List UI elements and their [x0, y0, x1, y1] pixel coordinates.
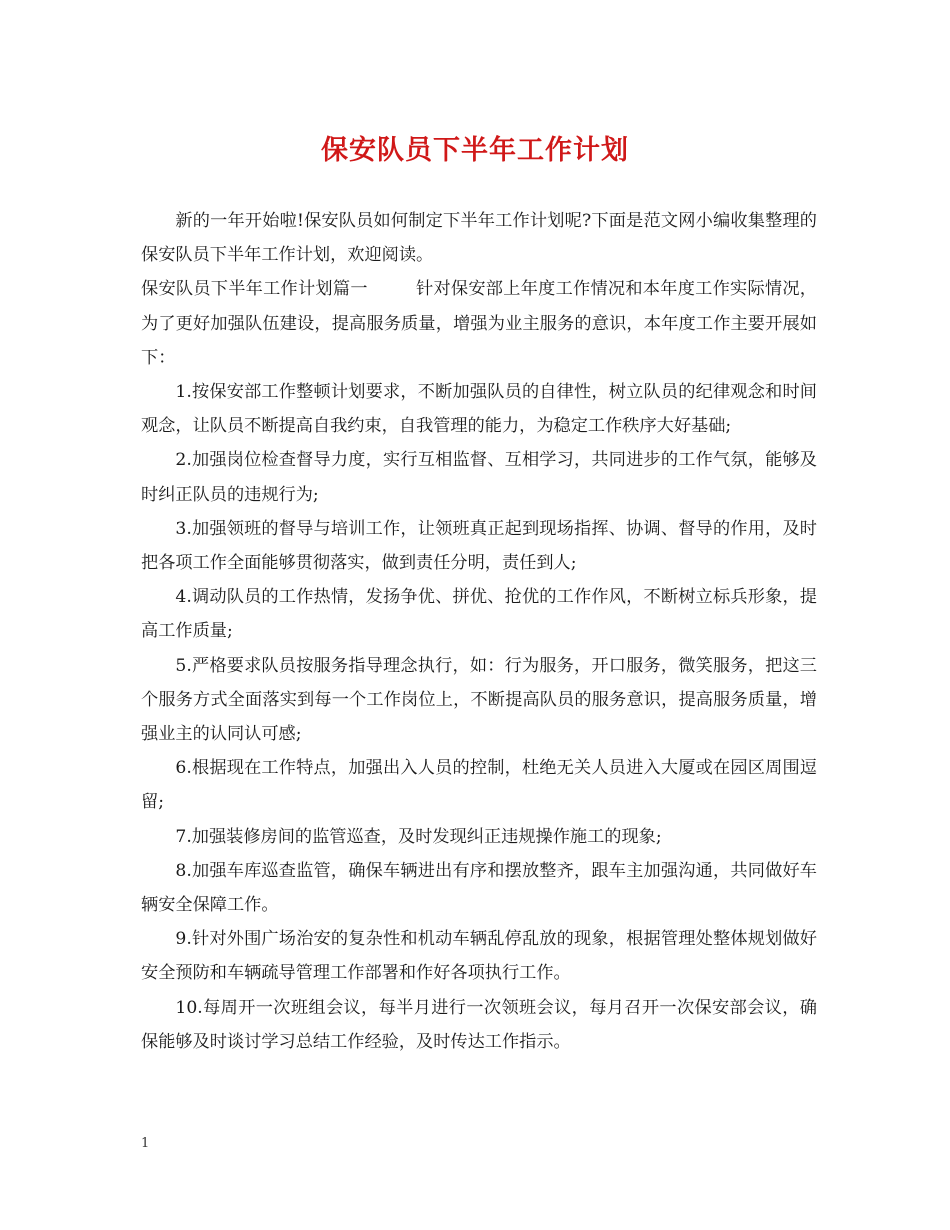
page-number: 1	[141, 1136, 150, 1151]
list-item: 4.调动队员的工作热情，发扬争优、拼优、抢优的工作作风，不断树立标兵形象，提高工作质量;	[141, 587, 817, 642]
section-intro: 针对保安部上年度工作情况和本年度工作实际情况，为了更好加强队伍建设，提高服务质量，增强为业主服务的意识，本年度工作主要开展如下：	[141, 279, 817, 368]
document-title: 保安队员下半年工作计划	[321, 135, 629, 166]
document-body	[141, 204, 817, 1059]
section-heading: 保安队员下半年工作计划篇一	[141, 279, 368, 300]
section-paragraph	[141, 272, 817, 375]
list-item: 7.加强装修房间的监管巡查，及时发现纠正违规操作施工的现象;	[175, 826, 662, 847]
list-item: 3.加强领班的督导与培训工作，让领班真正起到现场指挥、协调、督导的作用，及时把各项工作全面能够贯彻落实，做到责任分明，责任到人;	[141, 518, 817, 574]
list-item: 2.加强岗位检查督导力度，实行互相监督、互相学习，共同进步的工作气氛，能够及时纠正队员的违规行为;	[141, 450, 817, 505]
list-item: 1.按保安部工作整顿计划要求，不断加强队员的自律性，树立队员的纪律观念和时间观念，让队员不断提高自我约束，自我管理的能力，为稳定工作秩序大好基础;	[141, 382, 817, 437]
list-item: 8.加强车库巡查监管，确保车辆进出有序和摆放整齐，跟车主加强沟通，共同做好车辆安全保障工作。	[141, 860, 817, 916]
list-item: 6.根据现在工作特点，加强出入人员的控制，杜绝无关人员进入大厦或在园区周围逗留;	[141, 758, 817, 813]
list-item: 10.每周开一次班组会议，每半月进行一次领班会议，每月召开一次保安部会议，确保能够及时谈讨学习总结工作经验，及时传达工作指示。	[141, 997, 817, 1052]
intro-paragraph: 新的一年开始啦!保安队员如何制定下半年工作计划呢?下面是范文网小编收集整理的保安队员下半年工作计划，欢迎阅读。	[141, 211, 817, 266]
list-item: 9.针对外围广场治安的复杂性和机动车辆乱停乱放的现象，根据管理处整体规划做好安全预防和车辆疏导管理工作部署和作好各项执行工作。	[141, 929, 817, 984]
list-item: 5.严格要求队员按服务指导理念执行，如：行为服务，开口服务，微笑服务，把这三个服务方式全面落实到每一个工作岗位上，不断提高队员的服务意识，提高服务质量，增强业主的认同认可感;	[141, 655, 817, 745]
